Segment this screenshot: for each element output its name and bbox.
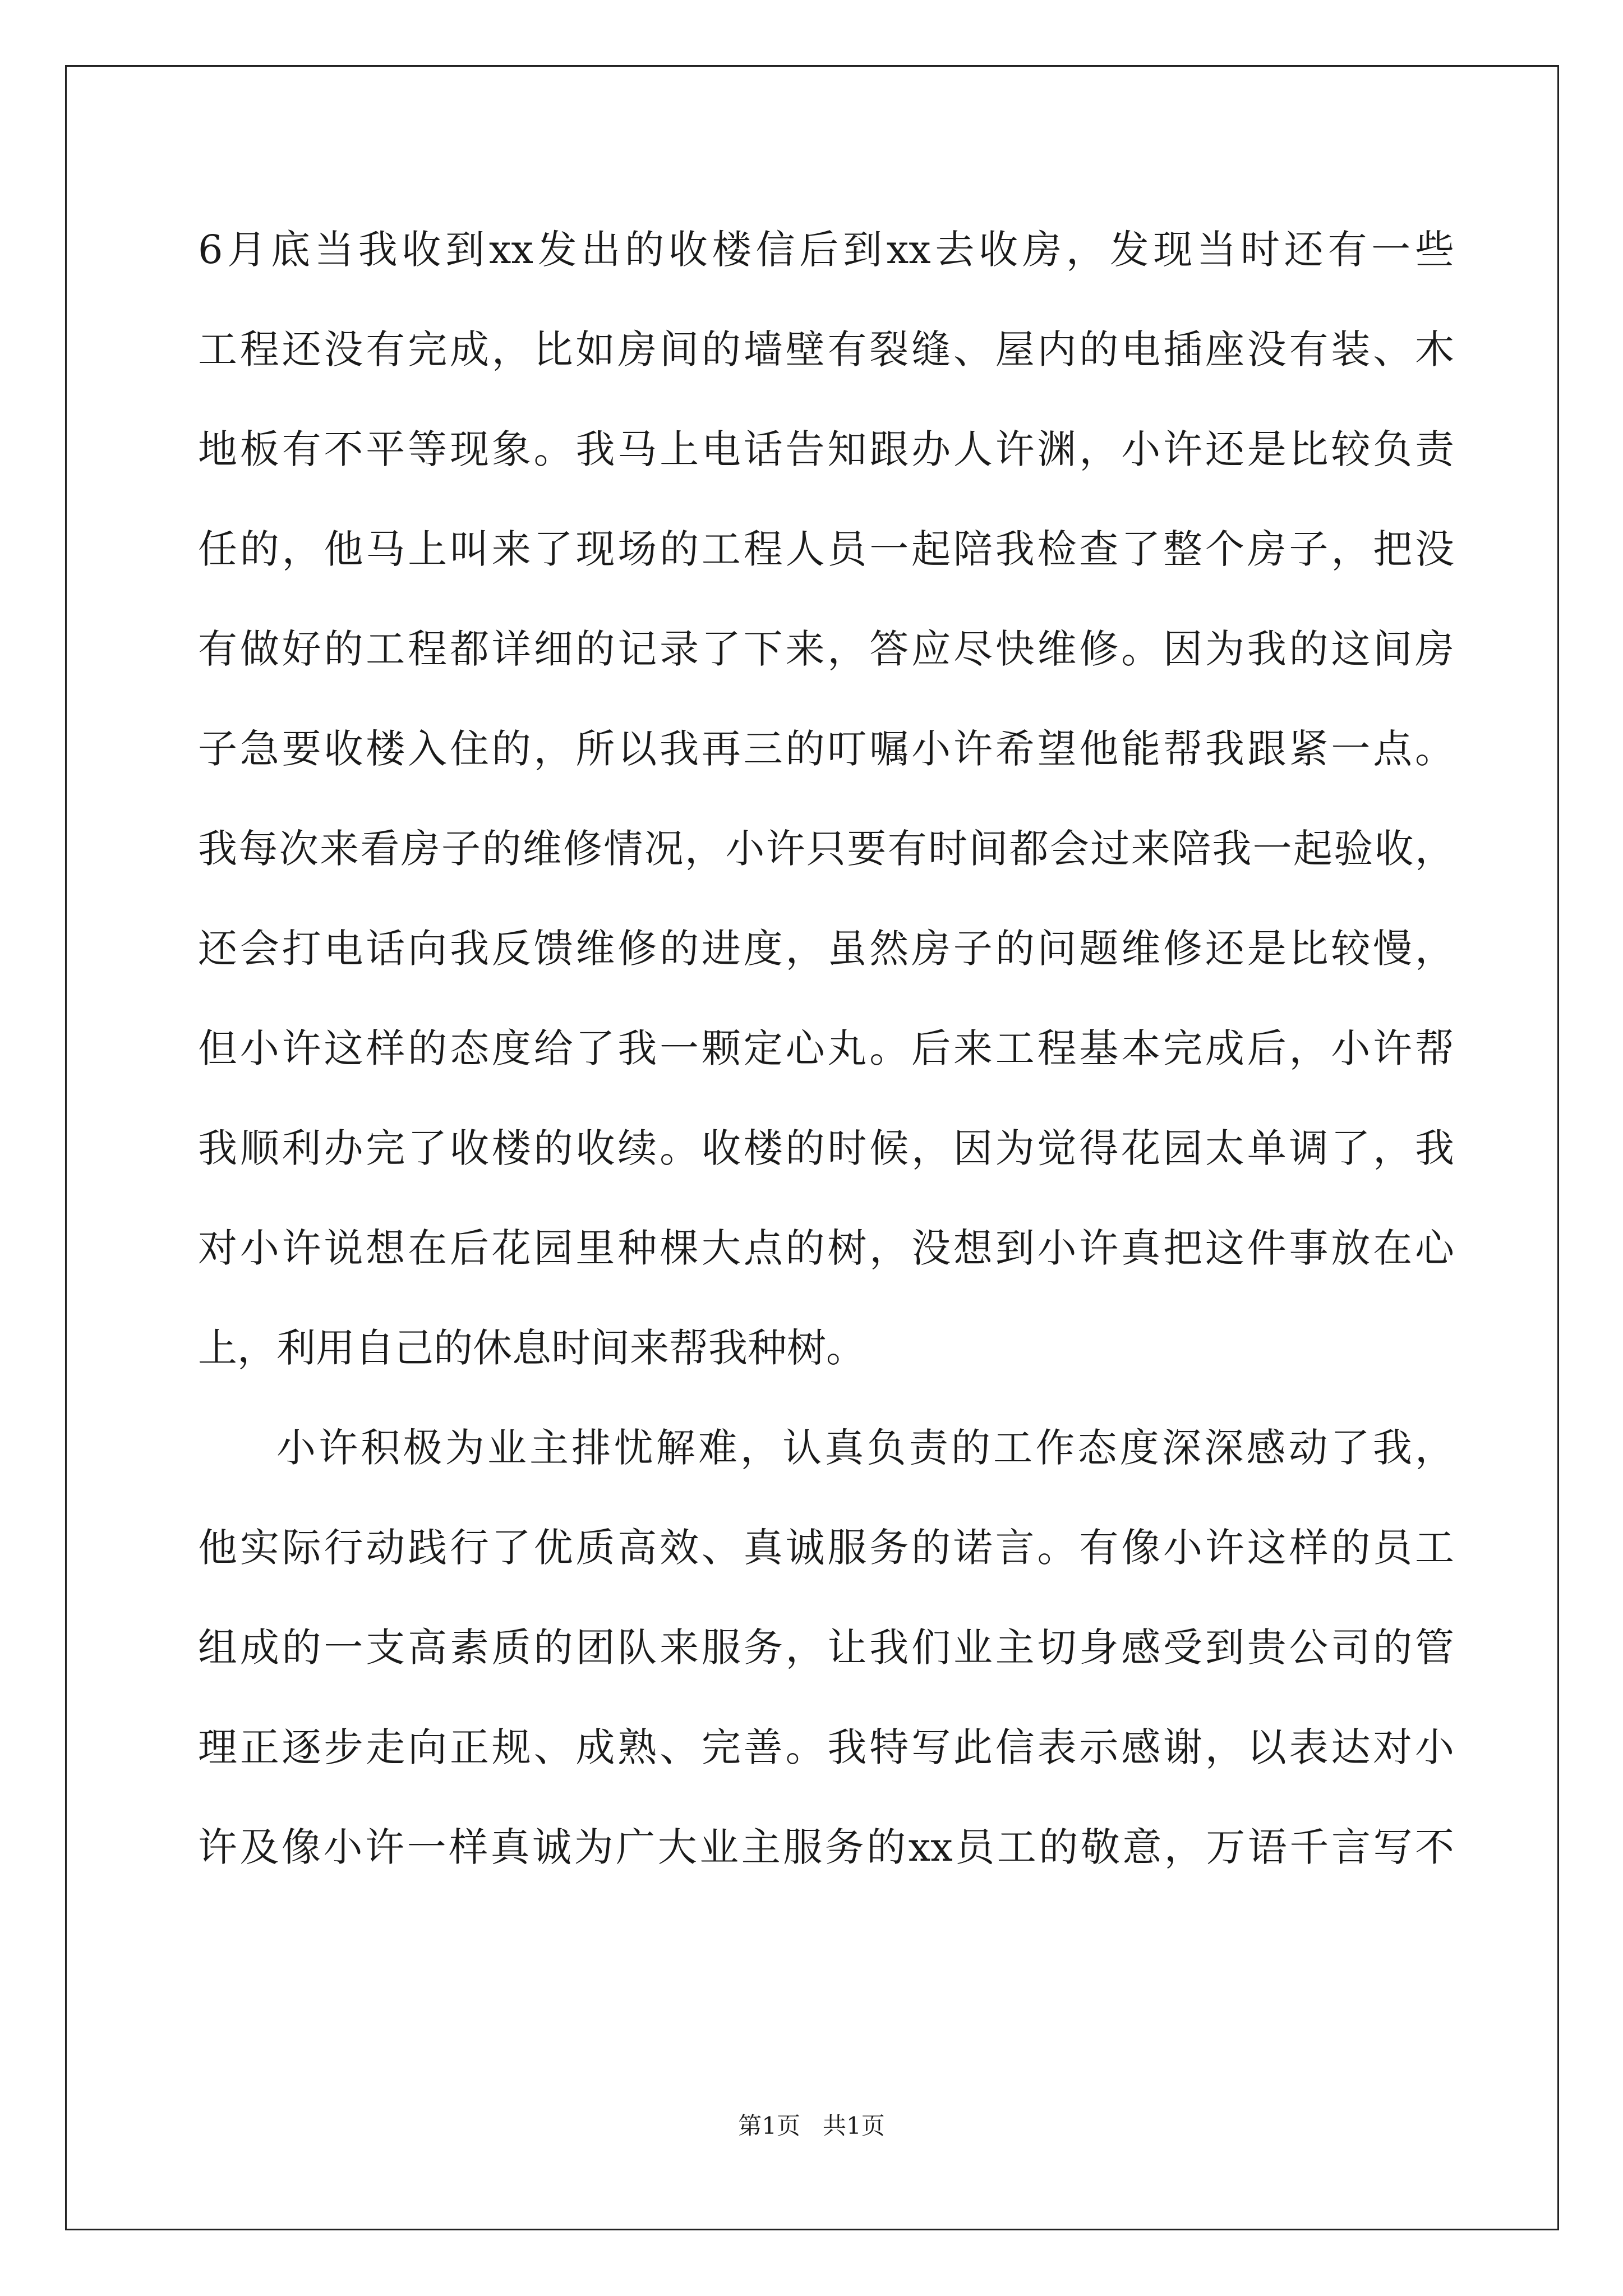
text-line: 子急要收楼入住的，所以我再三的叮嘱小许希望他能帮我跟紧一点。 [198, 726, 1454, 772]
text-line: 但小许这样的态度给了我一颗定心丸。后来工程基本完成后，小许帮 [198, 1025, 1454, 1071]
text-line: 他实际行动践行了优质高效、真诚服务的诺言。有像小许这样的员工 [198, 1525, 1454, 1571]
letter-body [198, 219, 1454, 1916]
text-line: 我顺利办完了收楼的收续。收楼的时候，因为觉得花园太单调了，我 [198, 1125, 1454, 1171]
page-total: 共1页 [823, 2112, 885, 2139]
text-line: 理正逐步走向正规、成熟、完善。我特写此信表示感谢，以表达对小 [198, 1724, 1454, 1770]
text-line: 上，利用自己的休息时间来帮我种树。 [198, 1325, 865, 1371]
text-line: 工程还没有完成，比如房间的墙壁有裂缝、屋内的电插座没有装、木 [198, 326, 1454, 372]
page-number: 第1页 [738, 2112, 800, 2139]
text-line: 任的，他马上叫来了现场的工程人员一起陪我检查了整个房子，把没 [198, 526, 1454, 572]
text-line: 还会打电话向我反馈维修的进度，虽然房子的问题维修还是比较慢， [198, 926, 1454, 972]
text-line: 组成的一支高素质的团队来服务，让我们业主切身感受到贵公司的管 [198, 1625, 1454, 1671]
text-line: 我每次来看房子的维修情况，小许只要有时间都会过来陪我一起验收， [198, 826, 1454, 872]
text-line: 有做好的工程都详细的记录了下来，答应尽快维修。因为我的这间房 [198, 626, 1454, 672]
text-line: 许及像小许一样真诚为广大业主服务的xx员工的敬意，万语千言写不 [198, 1824, 1454, 1870]
text-line: 6月底当我收到xx发出的收楼信后到xx去收房，发现当时还有一些 [198, 227, 1454, 273]
page-footer [0, 2112, 1623, 2140]
text-line: 地板有不平等现象。我马上电话告知跟办人许渊，小许还是比较负责 [198, 426, 1454, 472]
text-line: 对小许说想在后花园里种棵大点的树，没想到小许真把这件事放在心 [198, 1225, 1454, 1271]
text-line: 小许积极为业主排忧解难，认真负责的工作态度深深感动了我， [276, 1425, 1454, 1471]
